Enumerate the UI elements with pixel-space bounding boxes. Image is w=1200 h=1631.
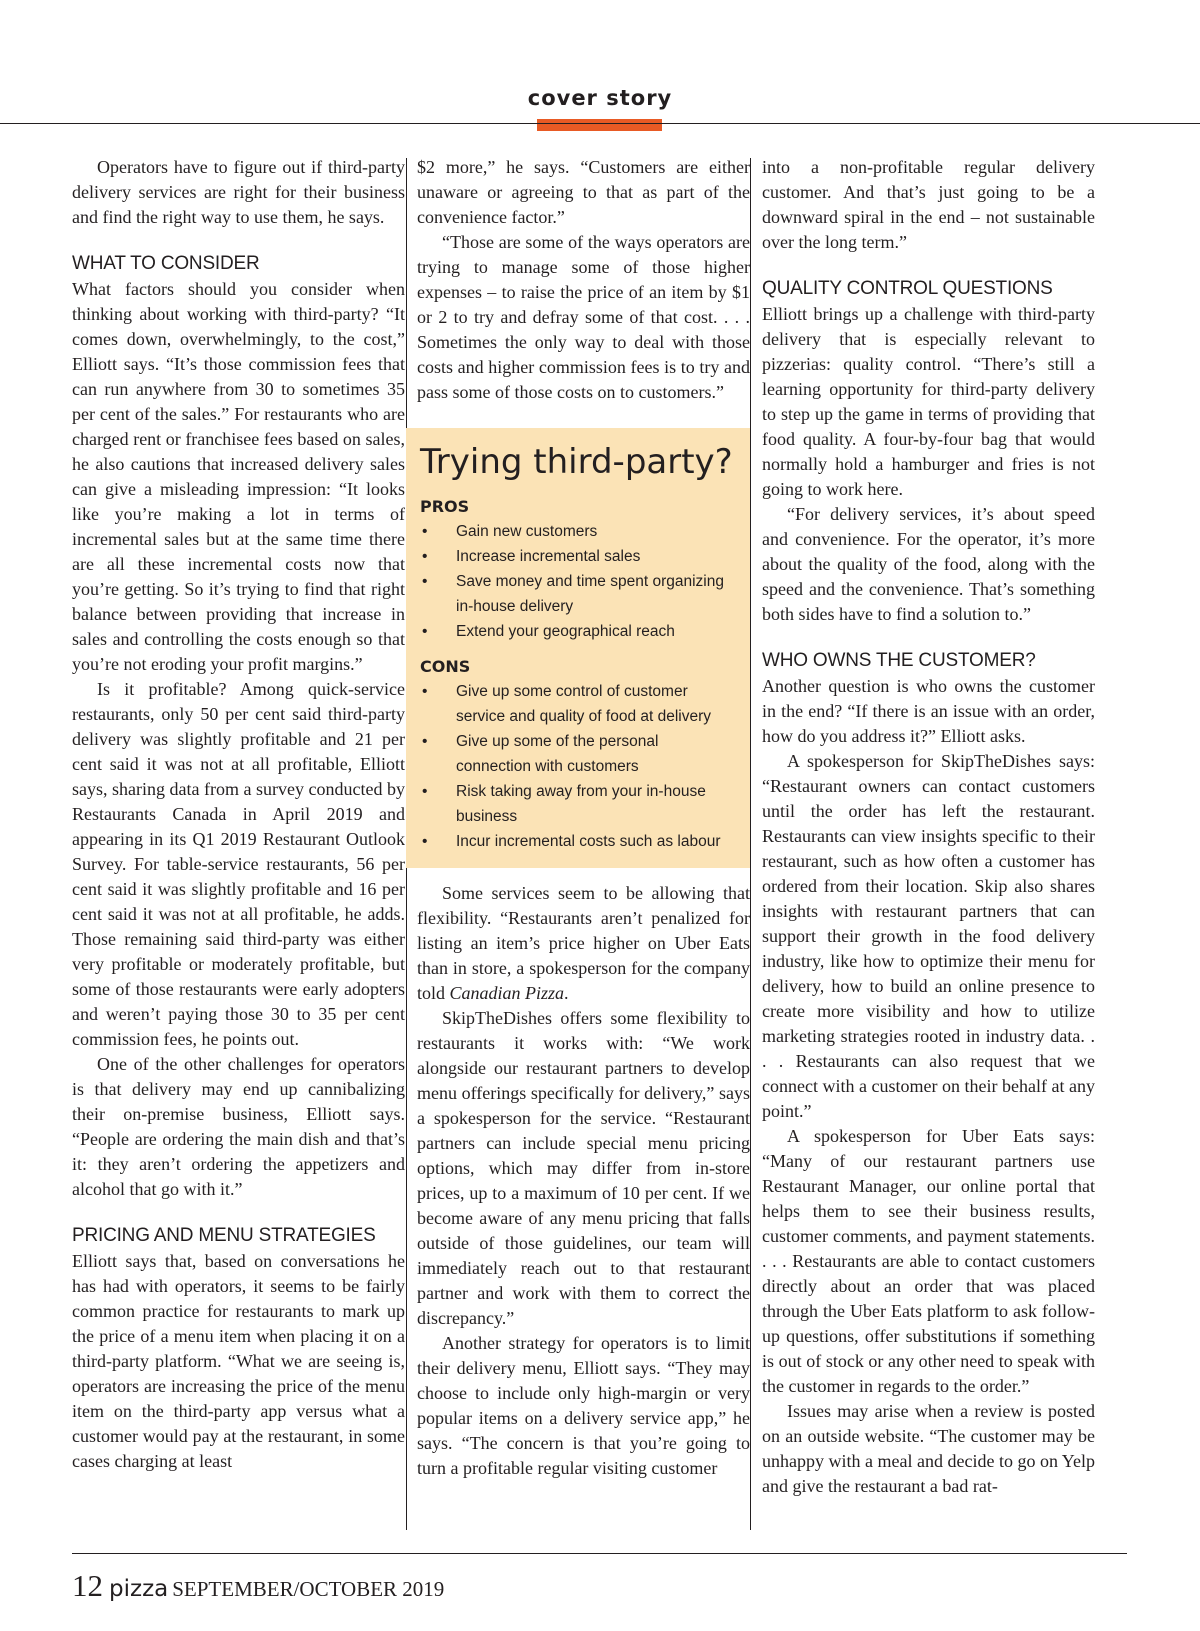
paragraph: “Those are some of the ways operators are trying to manage some of those higher expenses – to raise the price of an item by $1 or 2 to try and defray some of that cost. . . . Sometimes the only way to deal with those costs and higher commission fees is to try and pass some of those costs on to customers.” [417, 232, 750, 402]
accent-bar [537, 119, 662, 131]
list-item: • Increase incremental sales [420, 544, 736, 569]
folio [72, 1568, 444, 1604]
list-item: • Risk taking away from your in-house business [420, 779, 736, 829]
list-item: • Save money and time spent organizing in-house delivery [420, 569, 736, 619]
paragraph: Another strategy for operators is to limit their delivery menu, Elliott says. “They may choose to include only high-margin or very popular items on a delivery service app,” he says. “The concern is that you’re going to turn a profitable regular visiting customer [417, 1333, 750, 1478]
paragraph: Elliott says that, based on conversations he has had with operators, it seems to be fairly common practice for restaurants to mark up the price of a menu item when placing it on a third-party platform. “What we are seeing is, operators are increasing the price of the menu item on the third-party app versus what a customer would pay at the restaurant, in some cases charging at least [72, 1251, 405, 1471]
publication-name: Canadian Pizza [449, 983, 565, 1003]
pros-list [420, 519, 736, 644]
paragraph [417, 881, 750, 1006]
list-item: • Give up some of the personal connection with customers [420, 729, 736, 779]
pros-heading: PROS [420, 497, 470, 516]
section-label: cover story [527, 86, 673, 110]
paragraph: Is it profitable? Among quick-service restaurants, only 50 per cent said third-party delivery was slightly profitable and 21 per cent said it was not at all profitable, Elliott says, sharing data from a survey conducted by Restaurants Canada in April 2019 and appearing in its Q1 2019 Restaurant Outlook Survey. For table-service restaurants, 56 per cent said it was slightly profitable and 16 per cent said it was not at all profitable, he adds. Those remaining said third-party was either very profitable or moderately profitable, but some of those restaurants were early adopters and weren’t paying those 30 to 35 per cent commission fees, he points out. [72, 679, 405, 1049]
paragraph: What factors should you consider when thinking about working with third-party? “It comes down, overwhelmingly, to the cost,” Elliott says. “It’s those commission fees that can run anywhere from 30 to sometimes 35 per cent of the sales.” For restaurants who are charged rent or franchisee fees based on sales, he also cautions that increased delivery sales can give a misleading impression: “It looks like you’re making a lot in terms of incremental sales but at the same time there are all these incremental costs now that you’re getting. So it’s trying to find that right balance between providing that increase in sales and controlling the costs enough so that you’re not eroding your profit margins.” [72, 279, 405, 674]
paragraph: One of the other challenges for operators is that delivery may end up cannibalizing their on-premise business, Elliott says. “People are ordering the main dish and that’s it: they aren’t ordering the appetizers and alcohol that go with it.” [72, 1054, 405, 1199]
page-number: 12 [72, 1568, 103, 1603]
section-heading: WHO OWNS THE CUSTOMER? [762, 650, 1036, 671]
column-middle [417, 155, 750, 1481]
cons-list [420, 679, 736, 854]
sidebar-box [406, 428, 750, 868]
issue-date: SEPTEMBER/OCTOBER 2019 [172, 1577, 445, 1601]
column-right [762, 155, 1095, 1499]
paragraph: Issues may arise when a review is posted on an outside website. “The customer may be unhappy with a meal and decide to go on Yelp and give the restaurant a bad rat- [762, 1401, 1095, 1496]
paragraph: A spokesperson for SkipTheDishes says: “Restaurant owners can contact customers until the order has left the restaurant. Restaurants can view insights specific to their restaurant, such as how often a customer has ordered from their location. Skip also shares insights with restaurant partners that can support their growth in the food delivery industry, like how to optimize their menu for delivery, how to build an online presence to create more visibility and how to utilize marketing strategies rooted in industry data. . . . Restaurants can also request that we connect with a customer on their behalf at any point.” [762, 751, 1095, 1121]
list-item: • Gain new customers [420, 519, 736, 544]
paragraph: Operators have to figure out if third-party delivery services are right for their business and find the right way to use them, he says. [72, 157, 405, 227]
top-rule [0, 123, 1200, 124]
sidebar-title: Trying third-party? [420, 442, 733, 482]
column-rule-2 [750, 158, 751, 1530]
cons-heading: CONS [420, 657, 471, 676]
paragraph: Elliott brings up a challenge with third-party delivery that is especially relevant to pizzerias: quality control. “There’s still a learning opportunity for third-party delivery to step up the game in terms of providing that food quality. A four-by-four bag that would normally hold a hamburger and fries is not going to work here. [762, 304, 1095, 499]
paragraph: $2 more,” he says. “Customers are either unaware or agreeing to that as part of the convenience factor.” [417, 157, 750, 227]
paragraph: A spokesperson for Uber Eats says: “Many of our restaurant partners use Restaurant Manager, our online portal that helps them to see their business results, customer comments, and payment statements. . . . Restaurants are able to contact customers directly about an order that was placed through the Uber Eats platform to ask follow-up questions, offer substitutions if something is out of stock or any other need to speak with the customer in regards to the order.” [762, 1126, 1095, 1396]
column-left [72, 155, 405, 1474]
paragraph-text: Some services seem to be allowing that flexibility. “Restaurants aren’t penalized for listing an item’s price higher on Uber Eats than in store, a spokesperson for the company told [417, 883, 750, 1003]
section-heading: PRICING AND MENU STRATEGIES [72, 1225, 376, 1246]
list-item: • Extend your geographical reach [420, 619, 736, 644]
section-heading: WHAT TO CONSIDER [72, 253, 260, 274]
paragraph: “For delivery services, it’s about speed and convenience. For the operator, it’s more about the quality of the food, along with the speed and the convenience. That’s something both sides have to find a solution to.” [762, 504, 1095, 624]
paragraph: SkipTheDishes offers some flexibility to restaurants it works with: “We work alongside our restaurant partners to develop menu offerings specifically for delivery,” says a spokesperson for the service. “Restaurant partners can include special menu pricing options, which may differ from in-store prices, up to a maximum of 10 per cent. If we become aware of any menu pricing that falls outside of those guidelines, our team will immediately reach out to that restaurant partner and work with them to correct the discrepancy.” [417, 1008, 750, 1328]
bottom-rule [72, 1553, 1127, 1554]
list-item: • Give up some control of customer service and quality of food at delivery [420, 679, 736, 729]
magazine-name: pizza [109, 1576, 169, 1602]
section-heading: QUALITY CONTROL QUESTIONS [762, 278, 1053, 299]
paragraph: into a non-profitable regular delivery customer. And that’s just going to be a downward spiral in the end – not sustainable over the long term.” [762, 157, 1095, 252]
list-item: • Incur incremental costs such as labour [420, 829, 736, 854]
paragraph: Another question is who owns the customer in the end? “If there is an issue with an order, how do you address it?” Elliott asks. [762, 676, 1095, 746]
paragraph-text: . [564, 983, 569, 1003]
